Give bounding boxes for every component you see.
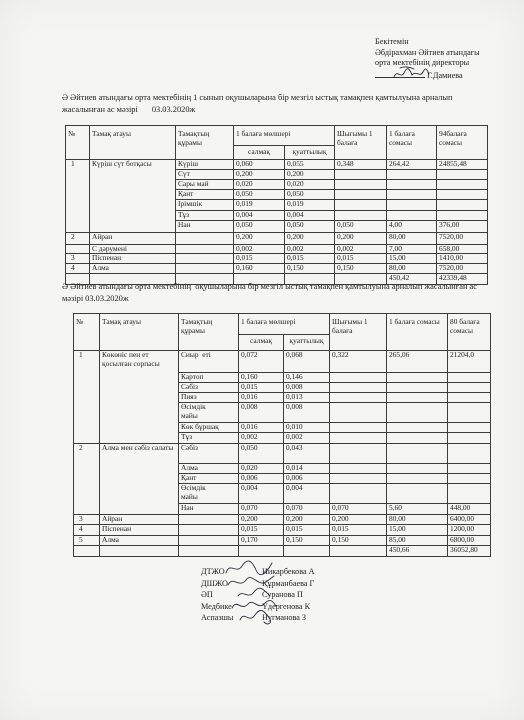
dish-number: 4 (66, 264, 90, 274)
total-row-empty-cell (330, 546, 387, 557)
energy-cell: 0,013 (284, 393, 330, 403)
ingredient-cell: Көк бұршақ (179, 423, 239, 433)
yield-cell (330, 423, 387, 433)
ingredient-cell: Нан (179, 504, 239, 515)
menu-table-body (66, 126, 488, 285)
total-cell: 658,00 (437, 244, 488, 254)
energy-cell: 0,050 (285, 190, 335, 200)
signature-name: Нугманова З (262, 613, 307, 623)
header-weight: салмақ (239, 335, 284, 351)
price-cell: 4,00 (387, 220, 437, 232)
menu-date: 03.03.2020ж (85, 294, 129, 303)
total-cost-per-child: 450,66 (387, 546, 448, 557)
total-cell (448, 474, 491, 484)
header-number: № (66, 126, 90, 160)
weight-cell: 0,015 (239, 383, 284, 393)
weight-cell: 0,070 (239, 504, 284, 515)
header-row (66, 126, 488, 146)
total-cell (437, 190, 488, 200)
ingredient-cell (179, 515, 239, 525)
weight-cell: 0,016 (239, 393, 284, 403)
yield-cell (335, 199, 387, 210)
yield-cell (330, 393, 387, 403)
energy-cell: 0,055 (285, 160, 335, 170)
weight-cell: 0,072 (239, 351, 284, 373)
price-cell: 80,00 (387, 264, 437, 274)
dish-name: Піспенан (100, 525, 179, 536)
price-cell (387, 423, 448, 433)
total-cost-per-child: 450,42 (387, 274, 437, 285)
table-row (74, 351, 491, 373)
ingredient-cell: Өсімдік майы (179, 484, 239, 504)
signature-role: ДТЖО (201, 567, 225, 576)
yield-cell: 0,200 (335, 232, 387, 244)
energy-cell: 0,014 (284, 464, 330, 474)
total-row-empty-cell (239, 546, 284, 557)
total-cell (437, 199, 488, 210)
table-row (66, 244, 488, 254)
energy-cell: 0,010 (284, 423, 330, 433)
ingredient-cell: Сәбіз (179, 444, 239, 464)
yield-cell: 0,002 (335, 244, 387, 254)
weight-cell: 0,015 (239, 525, 284, 536)
menu-title-grade1 (62, 92, 476, 115)
price-cell (387, 464, 448, 474)
ingredient-cell: Тұз (176, 210, 234, 220)
energy-cell: 0,200 (285, 170, 335, 180)
total-cell: 7520,00 (437, 264, 488, 274)
menu-title-text: Ә Әйтиев атындағы орта мектебінің оқушыларына бір мезгіл ыстық тамақпен қамтылуына арналып жасалынған ас мәзірі (62, 282, 480, 303)
header-yield-per-child: Шығымы 1 балаға (335, 126, 387, 160)
yield-cell (330, 474, 387, 484)
yield-cell (330, 403, 387, 423)
header-ingredients: Тамақтың құрамы (179, 314, 239, 351)
yield-cell (330, 433, 387, 444)
weight-cell: 0,004 (239, 484, 284, 504)
header-number: № (74, 314, 100, 351)
price-cell (387, 199, 437, 210)
price-cell (387, 373, 448, 383)
energy-cell: 0,200 (285, 232, 335, 244)
weight-cell: 0,008 (239, 403, 284, 423)
total-cell (448, 464, 491, 474)
header-portion-per-child: 1 балаға мөлшері (239, 314, 330, 335)
dish-name: С дәрумені (90, 244, 176, 254)
total-cell (437, 180, 488, 190)
ingredient-cell (179, 525, 239, 536)
weight-cell: 0,060 (234, 160, 285, 170)
price-cell (387, 474, 448, 484)
ingredient-cell: Сәбіз (179, 383, 239, 393)
table-row (74, 444, 491, 464)
header-cost-total: 94балаға сомасы (437, 126, 488, 160)
ingredient-cell: Сүт (176, 170, 234, 180)
menu-title-text: Ә Әйтиев атындағы орта мектебінің 1 сынып оқушыларына бір мезгіл ыстық тамақпен қамтылуына арналып жасалынған ас мәзірі (62, 93, 455, 114)
energy-cell: 0,019 (285, 199, 335, 210)
menu-table-general (73, 313, 491, 557)
signature-name: Үдергенова К (262, 601, 311, 611)
total-cost-all: 42339,48 (437, 274, 488, 285)
approval-position-line: орта мектебінің директоры (375, 58, 470, 67)
weight-cell: 0,050 (239, 444, 284, 464)
total-cell: 1410,00 (437, 254, 488, 264)
dish-number: 1 (74, 351, 100, 444)
energy-cell: 0,015 (285, 254, 335, 264)
dish-number: 1 (66, 160, 90, 233)
price-cell: 15,00 (387, 525, 448, 536)
energy-cell: 0,200 (284, 515, 330, 525)
weight-cell: 0,160 (234, 264, 285, 274)
energy-cell: 0,146 (284, 373, 330, 383)
price-cell: 264,42 (387, 160, 437, 170)
yield-cell: 0,150 (330, 536, 387, 546)
total-cell (448, 403, 491, 423)
signature-role: ДШЖО (201, 578, 228, 588)
total-cell (448, 383, 491, 393)
energy-cell: 0,150 (285, 264, 335, 274)
total-cell: 448,00 (448, 504, 491, 515)
weight-cell: 0,020 (239, 464, 284, 474)
yield-cell (335, 170, 387, 180)
yield-cell (330, 464, 387, 474)
signature-scribble (238, 588, 270, 596)
header-cost-per-child: 1 балаға сомасы (387, 314, 448, 351)
menu-table-grade1 (65, 125, 488, 285)
header-dish-name: Тамақ атауы (90, 126, 176, 160)
energy-cell: 0,002 (284, 433, 330, 444)
energy-cell: 0,020 (285, 180, 335, 190)
menu-table-body (74, 314, 491, 557)
weight-cell: 0,200 (234, 232, 285, 244)
weight-cell: 0,015 (234, 254, 285, 264)
ingredient-cell (179, 536, 239, 546)
ingredient-cell: Қант (176, 190, 234, 200)
yield-cell (330, 444, 387, 464)
ingredient-cell: Нан (176, 220, 234, 232)
dish-number: 3 (74, 515, 100, 525)
ingredient-cell: Картоп (179, 373, 239, 383)
total-cell: 21204,0 (448, 351, 491, 373)
header-cost-total: 80 балаға сомасы (448, 314, 491, 351)
weight-cell: 0,020 (234, 180, 285, 190)
dish-number: 2 (66, 232, 90, 244)
price-cell: 15,00 (387, 254, 437, 264)
ingredient-cell: Алма (179, 464, 239, 474)
energy-cell: 0,070 (284, 504, 330, 515)
table-row (66, 254, 488, 264)
ingredient-cell: Күріш (176, 160, 234, 170)
signature-role: ӘП (201, 590, 213, 600)
total-row-empty-cell (284, 546, 330, 557)
dish-name: Көкөніс пен ет қосылған сорпасы (100, 351, 179, 444)
director-signature (392, 64, 430, 82)
dish-number: 5 (74, 536, 100, 546)
total-cell: 7520,00 (437, 232, 488, 244)
signature-name: Суранова П (262, 590, 303, 600)
price-cell (387, 444, 448, 464)
dish-number (66, 244, 90, 254)
signature-scribble (226, 561, 272, 575)
total-cell (437, 210, 488, 220)
price-cell (387, 403, 448, 423)
dish-number: 4 (74, 525, 100, 536)
price-cell (387, 383, 448, 393)
approval-school-line: Әбдірахман Әйтиев атындағы (375, 47, 480, 57)
dish-number: 2 (74, 444, 100, 515)
signature-scribble (228, 576, 274, 585)
header-energy: қуаттылық (284, 335, 330, 351)
signature-scribbles (222, 560, 280, 628)
approval-title: Бекітемін (375, 37, 409, 46)
ingredient-cell: Тұз (179, 433, 239, 444)
signature-role: Медбике (201, 601, 232, 611)
header-energy: қуаттылық (285, 146, 335, 160)
yield-cell: 0,348 (335, 160, 387, 170)
header-yield-per-child: Шығымы 1 балаға (330, 314, 387, 351)
total-cell (448, 423, 491, 433)
energy-cell: 0,150 (284, 536, 330, 546)
price-cell: 80,00 (387, 515, 448, 525)
yield-cell: 0,200 (330, 515, 387, 525)
signature-role: Аспазшы (201, 613, 234, 623)
yield-cell: 0,150 (335, 264, 387, 274)
table-row (74, 536, 491, 546)
table-row (66, 160, 488, 170)
energy-cell: 0,050 (285, 220, 335, 232)
table-row (66, 232, 488, 244)
total-cell (448, 393, 491, 403)
price-cell: 265,06 (387, 351, 448, 373)
yield-cell: 0,050 (335, 220, 387, 232)
weight-cell: 0,004 (234, 210, 285, 220)
dish-name: Алма (90, 264, 176, 274)
ingredient-cell: Өсімдік майы (179, 403, 239, 423)
yield-cell (330, 484, 387, 504)
price-cell (387, 433, 448, 444)
price-cell (387, 190, 437, 200)
energy-cell: 0,002 (285, 244, 335, 254)
total-row (74, 546, 491, 557)
dish-name: Айран (90, 232, 176, 244)
energy-cell: 0,004 (284, 484, 330, 504)
ingredient-cell: Ірімшік (176, 199, 234, 210)
total-cell (448, 444, 491, 464)
dish-name: Алма (100, 536, 179, 546)
menu-title-general (62, 281, 514, 305)
signature-name: Құрманбаева Г (262, 578, 315, 588)
total-cell: 6800,00 (448, 536, 491, 546)
ingredient-cell (176, 244, 234, 254)
weight-cell: 0,002 (239, 433, 284, 444)
energy-cell: 0,008 (284, 383, 330, 393)
yield-cell (335, 210, 387, 220)
total-cell: 6400,00 (448, 515, 491, 525)
header-row (74, 314, 491, 335)
total-cell: 24855,48 (437, 160, 488, 170)
energy-cell: 0,006 (284, 474, 330, 484)
yield-cell (335, 190, 387, 200)
ingredient-cell (176, 232, 234, 244)
weight-cell: 0,019 (234, 199, 285, 210)
yield-cell: 0,070 (330, 504, 387, 515)
dish-name: Алма мен сәбіз салаты (100, 444, 179, 515)
header-dish-name: Тамақ атауы (100, 314, 179, 351)
signature-scribble (240, 610, 271, 623)
energy-cell: 0,068 (284, 351, 330, 373)
table-row (74, 525, 491, 536)
ingredient-cell: Қант (179, 474, 239, 484)
dish-name: Күріш сүт ботқасы (90, 160, 176, 233)
weight-cell: 0,006 (239, 474, 284, 484)
table-row (66, 264, 488, 274)
total-row-empty-cell (100, 546, 179, 557)
energy-cell: 0,015 (284, 525, 330, 536)
price-cell (387, 484, 448, 504)
yield-cell (330, 373, 387, 383)
total-row-empty-cell (179, 546, 239, 557)
yield-cell: 0,015 (335, 254, 387, 264)
ingredient-cell: Пияз (179, 393, 239, 403)
price-cell: 7,00 (387, 244, 437, 254)
ingredient-cell (176, 264, 234, 274)
ingredient-cell: Сиыр еті (179, 351, 239, 373)
total-cell: 1200,00 (448, 525, 491, 536)
menu-date: 03.03.2020ж (151, 104, 196, 114)
dish-number: 3 (66, 254, 90, 264)
header-cost-per-child: 1 балаға сомасы (387, 126, 437, 160)
yield-cell: 0,322 (330, 351, 387, 373)
price-cell: 85,00 (387, 536, 448, 546)
ingredient-cell: Сары май (176, 180, 234, 190)
price-cell: 5,60 (387, 504, 448, 515)
total-cell (448, 433, 491, 444)
total-row-empty-cell (74, 546, 100, 557)
total-cost-all: 36052,80 (448, 546, 491, 557)
yield-cell: 0,015 (330, 525, 387, 536)
energy-cell: 0,008 (284, 403, 330, 423)
weight-cell: 0,200 (239, 515, 284, 525)
price-cell (387, 393, 448, 403)
dish-name: Айран (100, 515, 179, 525)
signature-name: Иикарбекова А (262, 567, 315, 576)
total-cell: 376,00 (437, 220, 488, 232)
total-cell (437, 170, 488, 180)
weight-cell: 0,050 (234, 220, 285, 232)
energy-cell: 0,043 (284, 444, 330, 464)
yield-cell (330, 383, 387, 393)
price-cell (387, 180, 437, 190)
total-cell (448, 373, 491, 383)
weight-cell: 0,002 (234, 244, 285, 254)
weight-cell: 0,170 (239, 536, 284, 546)
signature-scribble (232, 600, 276, 608)
yield-cell (335, 180, 387, 190)
weight-cell: 0,016 (239, 423, 284, 433)
ingredient-cell (176, 254, 234, 264)
weight-cell: 0,160 (239, 373, 284, 383)
table-row (74, 515, 491, 525)
price-cell (387, 170, 437, 180)
header-weight: салмақ (234, 146, 285, 160)
dish-name: Піспенан (90, 254, 176, 264)
energy-cell: 0,004 (285, 210, 335, 220)
price-cell: 80,00 (387, 232, 437, 244)
header-portion-per-child: 1 балаға мөлшері (234, 126, 335, 146)
header-ingredients: Тамақтың құрамы (176, 126, 234, 160)
price-cell (387, 210, 437, 220)
weight-cell: 0,050 (234, 190, 285, 200)
weight-cell: 0,200 (234, 170, 285, 180)
total-cell (448, 484, 491, 504)
director-name: Г.Дамиева (427, 70, 463, 80)
